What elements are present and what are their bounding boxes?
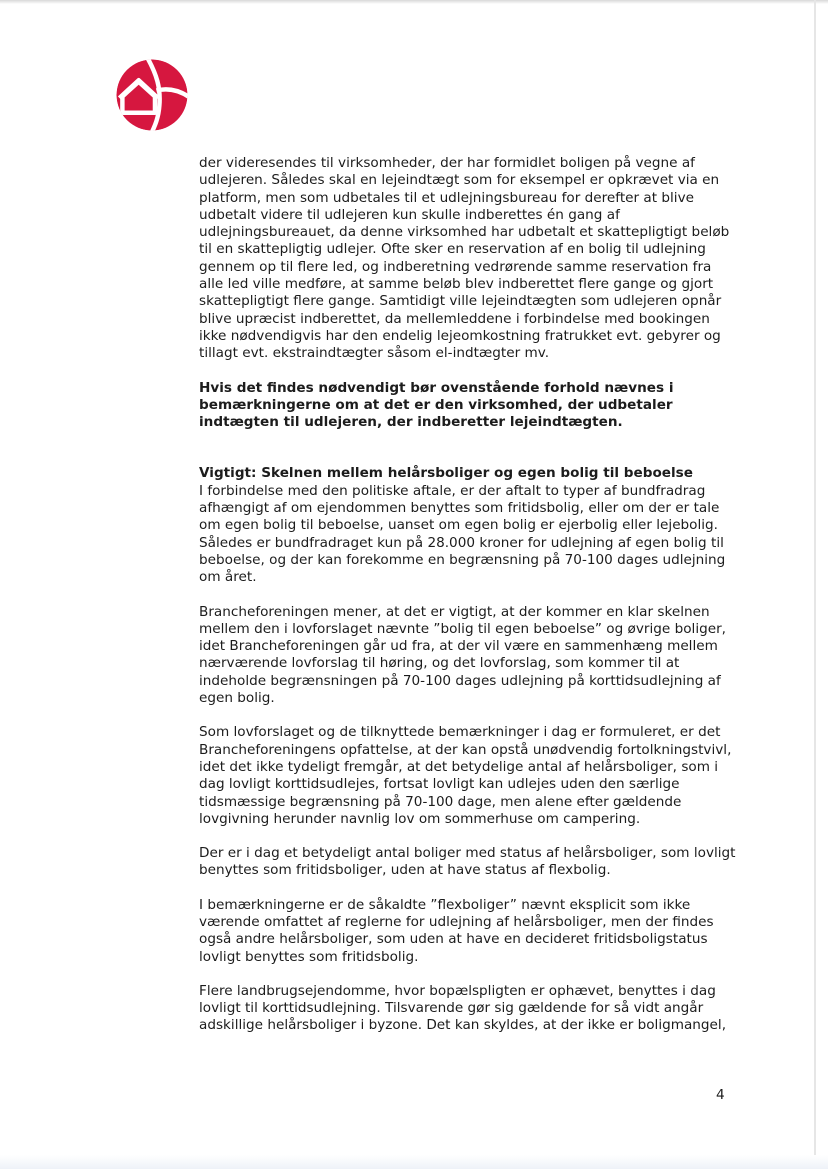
scan-right-edge <box>814 0 816 1169</box>
paragraph-farm-properties: Flere landbrugsejendomme, hvor bopælspligten er ophævet, benyttes i dag lovligt til korttidsudlejning. Tilsvarende gør sig gældende for så vidt angår adskillige helårsboliger i byzone. Det kan skyldes, at der ikke er boligmangel, <box>199 982 727 1034</box>
section-heading: Vigtigt: Skelnen mellem helårsboliger og egen bolig til beboelse <box>199 465 693 482</box>
paragraph-clear-distinction: Brancheforeningen mener, at det er vigtigt, at der kommer en klar skelnen mellem den i lovforslaget nævnte ”bolig til egen beboelse” og øvrige boliger, idet Brancheforeningen går ud fra, at der vil være en sammenhæng mellem nærværende lovforslag til høring, og det lovforslag, som kommer til at indeholde begrænsningen på 70-100 dages udlejning på korttidsudlejning af egen bolig. <box>199 603 726 707</box>
letter-body <box>199 155 739 1035</box>
scan-bottom-edge <box>0 1155 828 1169</box>
paragraph-year-round-homes: Der er i dag et betydeligt antal boliger med status af helårsboliger, som lovligt benyttes som fritidsboliger, uden at have status af flexbolig. <box>199 845 736 879</box>
paragraph-interpretation-doubt: Som lovforslaget og de tilknyttede bemærkninger i dag er formuleret, er det Brancheforeningens opfattelse, at der kan opstå unødvendig fortolkningstvivl, idet det ikke tydeligt fremgår, at det betydelige antal af helårsboliger, som i dag lovligt korttidsudlejes, fortsat lovligt kan udlejes uden den særlige tidsmæssige begrænsning på 70-100 dage, men alene efter gældende lovgivning herunder navnlig lov om sommerhuse om campering. <box>199 724 732 827</box>
bold-recommendation: Hvis det findes nødvendigt bør ovenstående forhold nævnes i bemærkningerne om at det er den virksomhed, der udbetaler indtægten til udlejeren, der indberetter lejeindtægten. <box>199 379 674 431</box>
paragraph-flexboliger: I bemærkningerne er de såkaldte ”flexboliger” nævnt eksplicit som ikke værende omfattet af reglerne for udlejning af helårsboliger, men der findes også andre helårsboliger, som uden at have en decideret fritidsboligstatus lovligt benyttes som fritidsbolig. <box>199 896 714 965</box>
page-number: 4 <box>716 1087 725 1103</box>
house-globe-logo <box>115 58 189 132</box>
scan-top-edge <box>0 0 828 4</box>
paragraph-political-agreement: I forbindelse med den politiske aftale, er der aftalt to typer af bundfradrag afhængigt af om ejendommen benyttes som fritidsbolig, eller om der er tale om egen bolig til beboelse, uanset om egen bolig er ejerbolig eller lejebolig. Således er bundfradraget kun på 28.000 kroner for udlejning af egen bolig til beboelse, og der kan forekomme en begrænsning på 70-100 dages udlejning om året. <box>199 482 726 586</box>
paragraph-reporting-chain: der videresendes til virksomheder, der har formidlet boligen på vegne af udlejeren. Således skal en lejeindtægt som for eksempel er opkrævet via en platform, men som udbetales til et udlejningsbureau for derefter at blive udbetalt videre til udlejeren kun skulle indberettes én gang af udlejningsbureauet, da denne virksomhed har udbetalt et skattepligtigt beløb til en skattepligtig udlejer. Ofte sker en reservation af en bolig til udlejning gennem op til flere led, og indberetning vedrørende samme reservation fra alle led ville medføre, at samme beløb blev indberettet flere gange og gjort skattepligtigt flere gange. Samtidigt ville lejeindtægten som udlejeren opnår blive upræcist indberettet, da mellemleddene i forbindelse med bookingen ikke nødvendigvis har den endelig lejeomkostning fratrukket evt. gebyrer og tillagt evt. ekstraindtægter såsom el-indtægter mv. <box>199 155 730 362</box>
